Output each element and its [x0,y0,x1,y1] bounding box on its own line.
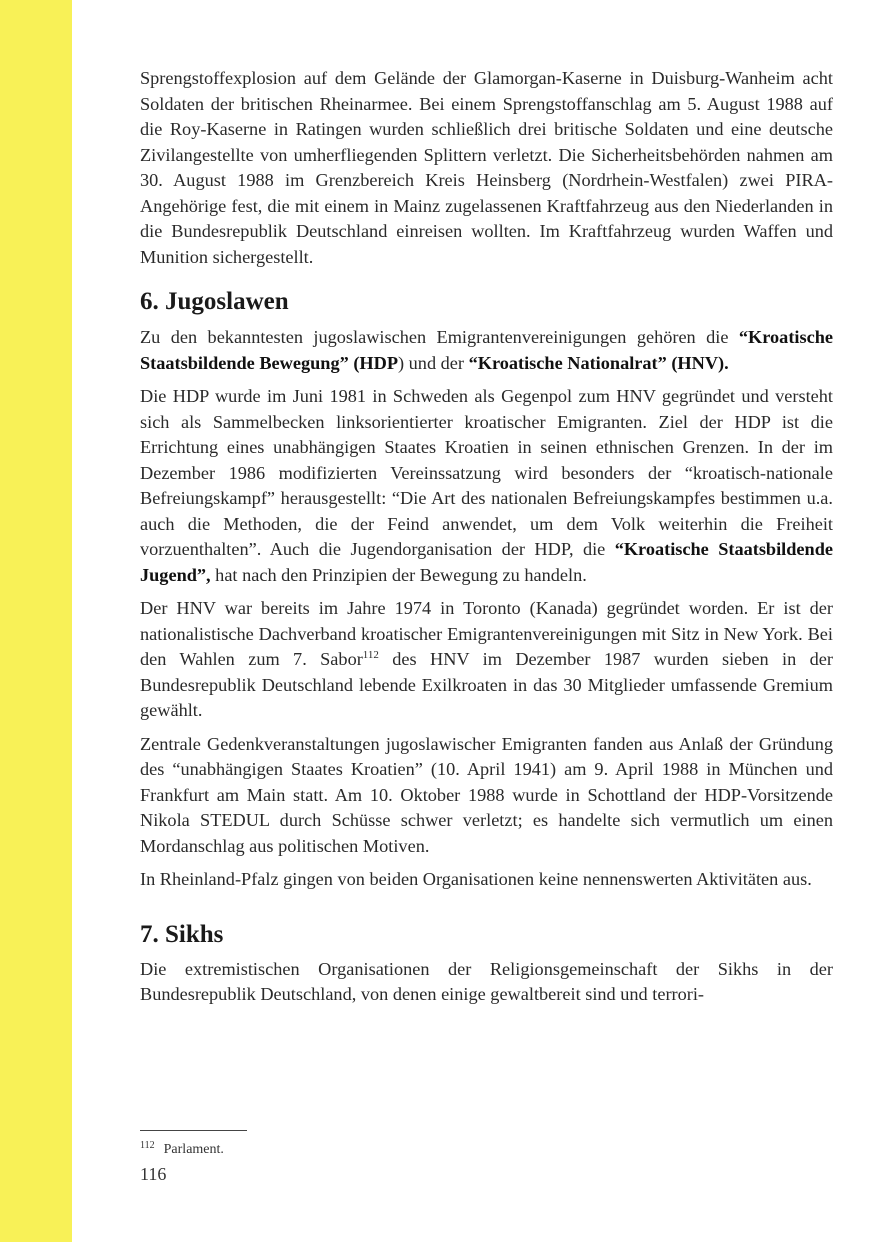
section-6-paragraph-4: Zentrale Gedenkveranstaltungen jugoslawischer Emigranten fanden aus Anlaß der Gründung des “unabhängigen Staates Kroatien” (10. April 1941) am 9. April 1988 in München und Frankfurt am Main statt. Am 10. Oktober 1988 wurde in Schottland der HDP-Vorsitzende Nikola STEDUL durch Schüsse schwer verletzt; es handelte sich vermutlich um einen Mordanschlag aus politischen Motiven. [140,733,833,856]
text-run: Die HDP wurde im Juni 1981 in Schweden als Gegenpol zum HNV gegründet und versteht sich als Sammelbecken linksorientierter kroatischer Emigranten. Ziel der HDP ist die Errichtung eines unabhängigen Staates Kroatien in seinen ethnischen Grenzen. In der im Dezember 1986 modifizierten Vereinssatzung wird besonders der “kroatisch-nationale Befreiungskampf” herausgestellt: “Die Art des nationalen Befreiungskampfes bestimmen u.a. auch die Methoden, die der Feind anwendet, um dem Volk weiterhin die Freiheit vorzuenthalten”. Auch die Jugendorganisation der HDP, die [140,386,833,559]
bold-term-hnv: “Kroatische Nationalrat” (HNV). [468,352,729,373]
yellow-margin-strip [0,0,72,1242]
intro-paragraph: Sprengstoffexplosion auf dem Gelände der Glamorgan-Kaserne in Duisburg-Wanheim acht Soldaten der britischen Rheinarmee. Bei einem Sprengstoffanschlag am 5. August 1988 auf die Roy-Kaserne in Ratingen wurden schließlich drei britische Soldaten und eine deutsche Zivilangestellte von umherfliegenden Splittern verletzt. Die Sicherheitsbehörden nahmen am 30. August 1988 im Grenzbereich Kreis Heinsberg (Nordrhein-Westfalen) zwei PIRA-Angehörige fest, die mit einem in Mainz zugelassenen Kraftfahrzeug aus den Niederlanden in die Bundesrepublik Deutschland einreisen wollten. Im Kraftfahrzeug wurden Waffen und Munition sichergestellt. [140,68,833,267]
section-6-paragraph-3 [140,596,833,724]
page-body [140,66,833,1008]
section-7-paragraph-1: Die extremistischen Organisationen der Religionsgemeinschaft der Sikhs in der Bundesrepublik Deutschland, von denen einige gewaltbereit sind und terrori- [140,958,833,1004]
footnote-text: Parlament. [163,1142,224,1157]
footnote-reference: 112 [362,649,379,661]
section-6-heading: 6. Jugoslawen [140,288,289,315]
text-run: Zu den bekanntesten jugoslawischen Emigrantenvereinigungen gehören die [140,327,739,347]
footnote-number: 112 [140,1140,155,1151]
text-run: ) und der [398,352,469,373]
bold-term-hdp: “Kroatische Staatsbildende Bewegung” (HDP [140,327,833,373]
footnote [140,1140,224,1158]
text-run: hat nach den Prinzipien der Bewegung zu handeln. [210,564,587,585]
text-run: des HNV im Dezember 1987 wurden sieben in der Bundesrepublik Deutschland lebende Exilkroaten in das 30 Mitglieder umfassende Gremium gewählt. [140,649,833,720]
text-run: Der HNV war bereits im Jahre 1974 in Toronto (Kanada) gegründet worden. Er ist der nationalistische Dachverband kroatischer Emigrantenvereinigungen mit Sitz in New York. Bei den Wahlen zum 7. Sabor [140,598,833,669]
page-number: 116 [140,1164,167,1184]
footnote-divider [140,1130,247,1131]
section-6-paragraph-2 [140,384,833,588]
section-6-paragraph-1 [140,325,833,376]
section-6-paragraph-5: In Rheinland-Pfalz gingen von beiden Organisationen keine nennenswerten Aktivitäten aus. [140,869,812,889]
section-7-heading: 7. Sikhs [140,920,224,948]
bold-term-jugend: “Kroatische Staatsbildende Jugend”, [140,539,833,585]
